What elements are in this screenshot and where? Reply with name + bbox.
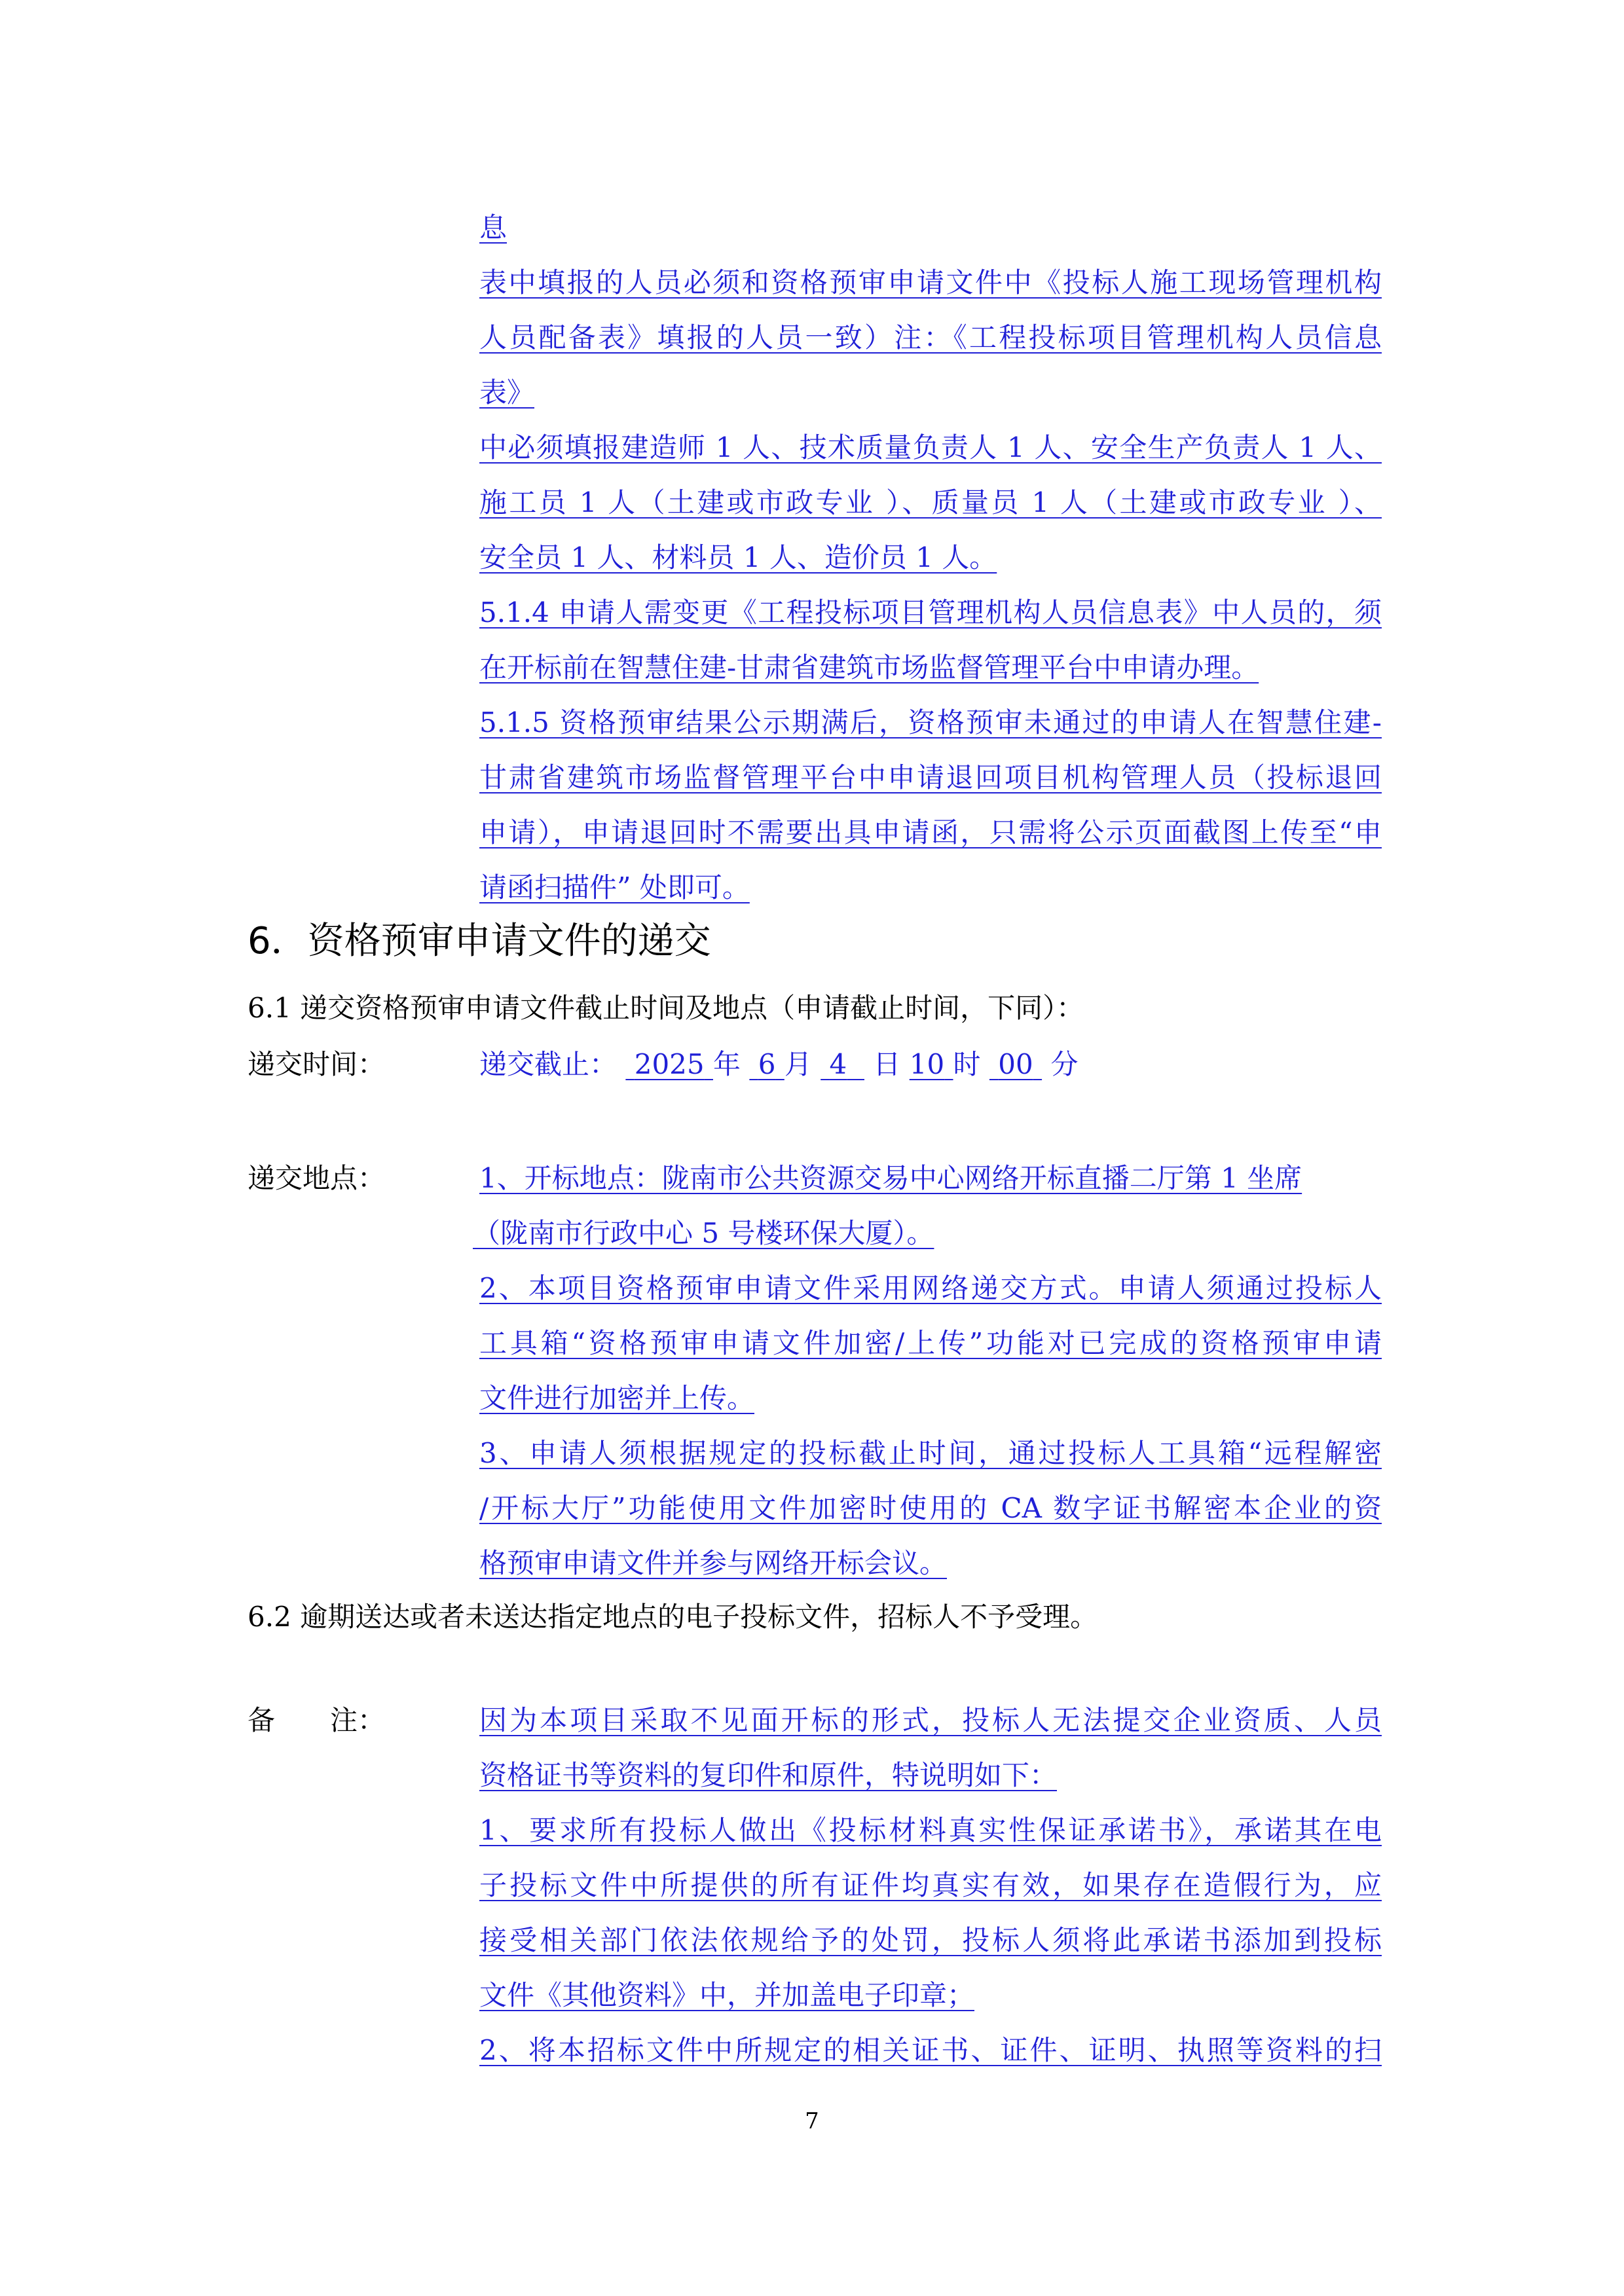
top-line-10: 甘肃省建筑市场监督管理平台中申请退回项目机构管理人员（投标退回 (479, 761, 1382, 793)
top-line-4: 中必须填报建造师 1 人、技术质量负责人 1 人、安全生产负责人 1 人、 (479, 431, 1382, 464)
deadline-year: 2025 (634, 1048, 705, 1080)
deadline-day: 4 (829, 1048, 847, 1080)
remark-line-2: 1、要求所有投标人做出《投标材料真实性保证承诺书》，承诺其在电 (479, 1814, 1382, 1846)
place-line-6: /开标大厅”功能使用文件加密时使用的 CA 数字证书解密本企业的资 (479, 1492, 1382, 1524)
top-line-8: 在开标前在智慧住建-甘肃省建筑市场监督管理平台中申请办理。 (479, 651, 1259, 683)
remark-label (248, 1701, 385, 1740)
top-line-12: 请函扫描件” 处即可。 (479, 871, 750, 903)
top-line-1: 表中填报的人员必须和资格预审申请文件中《投标人施工现场管理机构 (479, 266, 1382, 299)
remark-line-4: 接受相关部门依法依规给予的处罚，投标人须将此承诺书添加到投标 (479, 1924, 1382, 1956)
deadline-minute: 00 (998, 1048, 1033, 1080)
deadline-prefix: 递交截止： (479, 1048, 618, 1080)
top-line-2: 人员配备表》填报的人员一致）注：《工程投标项目管理机构人员信息 (479, 321, 1382, 354)
place-line-0: 1、开标地点：陇南市公共资源交易中心网络开标直播二厅第 1 坐席 (479, 1162, 1302, 1194)
place-line-4: 文件进行加密并上传。 (479, 1382, 755, 1414)
place-line-7: 格预审申请文件并参与网络开标会议。 (479, 1547, 948, 1579)
section-heading: 6．资格预审申请文件的递交 (248, 920, 711, 962)
deadline-hour-unit: 时 (953, 1048, 981, 1080)
remark-label-a: 备 (248, 1704, 276, 1736)
deadline-year-unit: 年 (712, 1048, 741, 1080)
place-line-1: （陇南市行政中心 5 号楼环保大厦）。 (473, 1217, 934, 1249)
deadline-hour: 10 (909, 1048, 945, 1080)
top-line-9: 5.1.5 资格预审结果公示期满后，资格预审未通过的申请人在智慧住建- (479, 706, 1382, 738)
top-line-6: 安全员 1 人、材料员 1 人、造价员 1 人。 (479, 541, 997, 574)
place-label: 递交地点： (248, 1162, 386, 1194)
top-line-5: 施工员 1 人（土建或市政专业 ）、质量员 1 人（土建或市政专业 ）、 (479, 486, 1382, 519)
deadline-month-unit: 月 (784, 1048, 812, 1080)
remark-line-5: 文件《其他资料》中，并加盖电子印章； (479, 1979, 975, 2011)
remark-line-3: 子投标文件中所提供的所有证件均真实有效，如果存在造假行为，应 (479, 1869, 1382, 1901)
top-line-11: 申请），申请退回时不需要出具申请函，只需将公示页面截图上传至“申 (479, 816, 1382, 848)
page-number: 7 (805, 2108, 819, 2134)
top-line-0: 息 (479, 211, 507, 244)
place-line-2: 2、本项目资格预审申请文件采用网络递交方式。申请人须通过投标人 (479, 1272, 1382, 1304)
remark-line-0: 因为本项目采取不见面开标的形式，投标人无法提交企业资质、人员 (479, 1704, 1382, 1736)
top-line-3: 表》 (479, 376, 535, 409)
deadline-day-unit: 日 (873, 1048, 901, 1080)
clause-6-2: 6.2 逾期送达或者未送达指定地点的电子投标文件，招标人不予受理。 (248, 1601, 1098, 1633)
remark-line-6: 2、将本招标文件中所规定的相关证书、证件、证明、执照等资料的扫 (479, 2034, 1382, 2066)
deadline-minute-unit: 分 (1050, 1048, 1079, 1080)
place-line-3: 工具箱“资格预审申请文件加密/上传”功能对已完成的资格预审申请 (479, 1327, 1382, 1359)
deadline-value (479, 1045, 1078, 1084)
remark-label-b: 注： (330, 1704, 386, 1736)
clause-6-1: 6.1 递交资格预审申请文件截止时间及地点（申请截止时间，下同）： (248, 992, 1084, 1024)
remark-line-1: 资格证书等资料的复印件和原件，特说明如下： (479, 1759, 1058, 1791)
time-label: 递交时间： (248, 1048, 386, 1080)
place-line-5: 3、申请人须根据规定的投标截止时间，通过投标人工具箱“远程解密 (479, 1437, 1382, 1469)
top-line-7: 5.1.4 申请人需变更《工程投标项目管理机构人员信息表》中人员的，须 (479, 596, 1382, 629)
deadline-month: 6 (758, 1048, 776, 1080)
